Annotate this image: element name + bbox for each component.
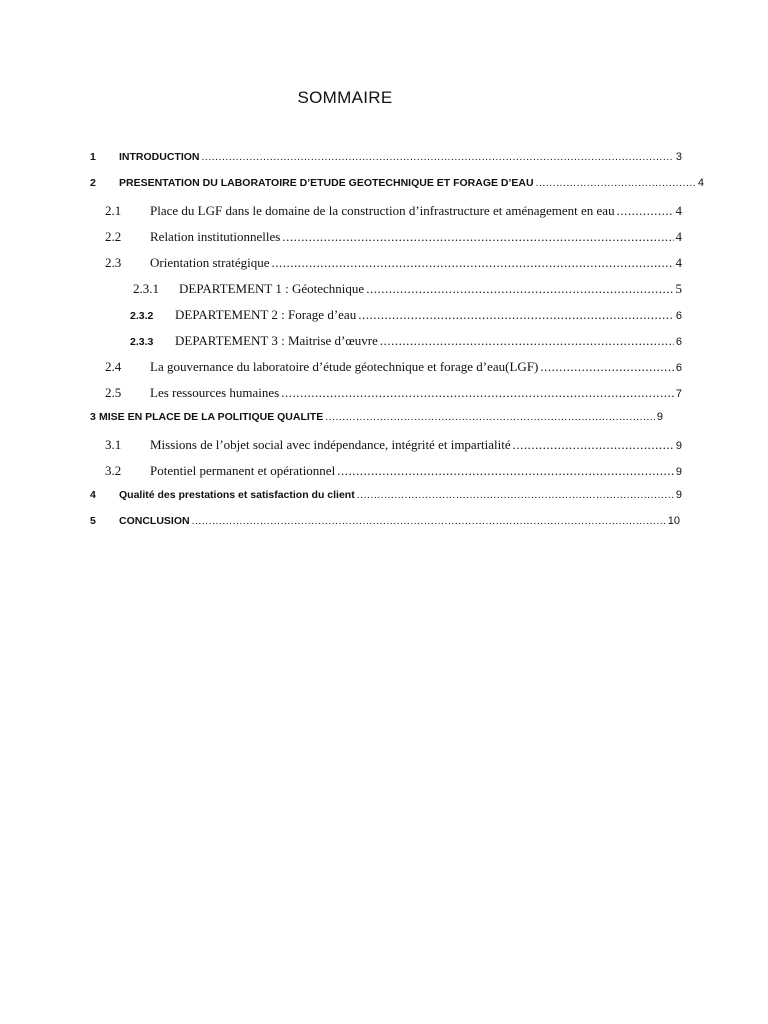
toc-page-number: 9 xyxy=(675,489,682,501)
toc-leader xyxy=(282,229,673,245)
toc-text: Les ressources humaines xyxy=(150,385,280,400)
toc-number: 4 xyxy=(90,489,96,501)
toc-number: 2.5 xyxy=(105,385,122,400)
toc-entry-3[interactable] xyxy=(90,411,663,431)
toc-entry-2-2[interactable] xyxy=(105,229,682,249)
toc-page-number: 4 xyxy=(675,229,682,244)
toc-number: 2.3.2 xyxy=(130,310,154,322)
toc-text: DEPARTEMENT 1 : Géotechnique xyxy=(179,281,365,296)
toc-leader xyxy=(281,385,674,401)
toc-entry-4[interactable] xyxy=(90,489,682,509)
toc-number: 2.3.1 xyxy=(133,281,159,296)
toc-text: DEPARTEMENT 2 : Forage d’eau xyxy=(175,307,357,322)
toc-leader xyxy=(617,203,674,219)
toc-entry-2-1[interactable] xyxy=(105,203,682,223)
toc-number: 5 xyxy=(90,515,96,527)
toc-text: INTRODUCTION xyxy=(119,151,200,163)
toc-leader xyxy=(337,463,674,479)
toc-text: Potentiel permanent et opérationnel xyxy=(150,463,336,478)
toc-number: 2.2 xyxy=(105,229,122,244)
toc-entry-1[interactable] xyxy=(90,151,682,171)
toc-number: 2 xyxy=(90,177,96,189)
toc-page-number: 4 xyxy=(697,177,704,189)
toc-entry-5[interactable] xyxy=(90,515,680,535)
toc-leader xyxy=(366,281,673,297)
toc-entry-3-2[interactable] xyxy=(105,463,682,483)
toc-text: CONCLUSION xyxy=(119,515,190,527)
toc-entry-2[interactable] xyxy=(90,177,704,197)
toc-entry-2-5[interactable] xyxy=(105,385,682,405)
toc-text: Orientation stratégique xyxy=(150,255,270,270)
page-title: SOMMAIRE xyxy=(297,88,393,107)
toc-text: Place du LGF dans le domaine de la construction d’infrastructure et aménagement en eau xyxy=(150,203,615,218)
toc-text: La gouvernance du laboratoire d’étude géotechnique et forage d’eau(LGF) xyxy=(150,359,539,374)
toc-leader xyxy=(380,333,674,349)
toc-number: 1 xyxy=(90,151,96,163)
toc-leader xyxy=(357,489,674,501)
toc-page-number: 10 xyxy=(667,515,680,527)
toc-number: 2.4 xyxy=(105,359,122,374)
toc-page-number: 7 xyxy=(675,388,682,400)
toc-leader xyxy=(358,307,674,323)
toc-number: 2.3.3 xyxy=(130,336,154,348)
toc-number: 2.3 xyxy=(105,255,122,270)
toc-page-number: 9 xyxy=(656,411,663,423)
toc-entry-3-1[interactable] xyxy=(105,437,682,457)
toc-page-number: 9 xyxy=(675,466,682,478)
toc-number: 2.1 xyxy=(105,203,122,218)
toc-text: MISE EN PLACE DE LA POLITIQUE QUALITE xyxy=(99,411,324,423)
toc-text: Relation institutionnelles xyxy=(150,229,281,244)
toc-number: 3.2 xyxy=(105,463,122,478)
toc-text: Missions de l’objet social avec indépendance, intégrité et impartialité xyxy=(150,437,511,452)
toc-page-number: 9 xyxy=(675,440,682,452)
toc-text: PRESENTATION DU LABORATOIRE D’ETUDE GEOTECHNIQUE ET FORAGE D’EAU xyxy=(119,177,534,189)
toc-number: 3 xyxy=(90,411,96,423)
toc-entry-2-3-3[interactable] xyxy=(130,333,682,353)
toc-leader xyxy=(192,515,666,527)
toc-leader xyxy=(513,437,674,453)
toc-entry-2-3-1[interactable] xyxy=(133,281,682,301)
toc-page-number: 3 xyxy=(675,151,682,163)
toc-leader xyxy=(202,151,674,163)
toc-page-number: 4 xyxy=(675,255,682,270)
toc-leader xyxy=(540,359,674,375)
toc-text: Qualité des prestations et satisfaction du client xyxy=(119,489,355,501)
toc-leader xyxy=(536,177,696,189)
toc-number: 3.1 xyxy=(105,437,122,452)
toc-page-number: 6 xyxy=(675,336,682,348)
toc-entry-2-4[interactable] xyxy=(105,359,682,379)
toc-page-number: 5 xyxy=(675,281,682,296)
toc-leader xyxy=(272,255,674,271)
toc-page-number: 4 xyxy=(675,203,682,218)
toc-page-number: 6 xyxy=(675,310,682,322)
toc-leader xyxy=(325,411,655,423)
toc-text: DEPARTEMENT 3 : Maitrise d’œuvre xyxy=(175,333,378,348)
toc-entry-2-3[interactable] xyxy=(105,255,682,275)
toc-page-number: 6 xyxy=(675,362,682,374)
toc-entry-2-3-2[interactable] xyxy=(130,307,682,327)
